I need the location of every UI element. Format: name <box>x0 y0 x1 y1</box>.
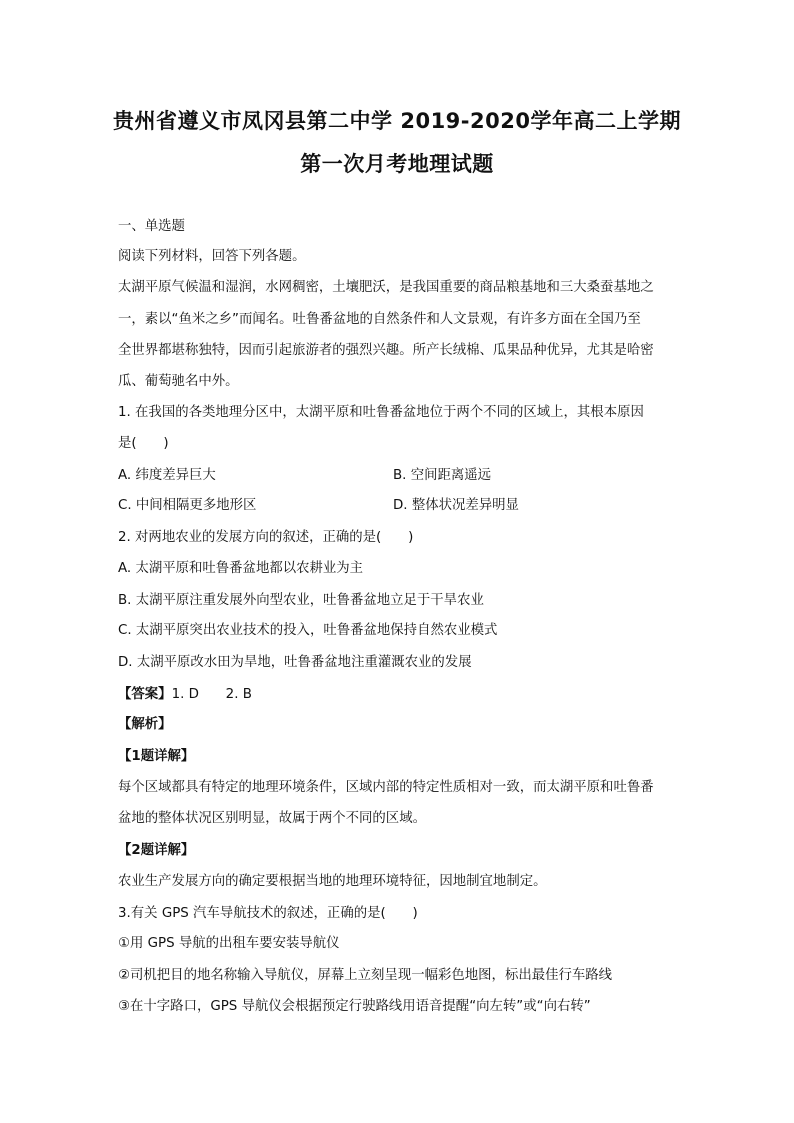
question-1-stem-cont: 是( ) <box>118 436 169 451</box>
question-3-stem: 3.有关 GPS 汽车导航技术的叙述，正确的是( ) <box>118 906 418 921</box>
question-2-stem: 2. 对两地农业的发展方向的叙述，正确的是( ) <box>118 530 414 545</box>
question-3-item-3: ③在十字路口，GPS 导航仪会根据预定行驶路线用语音提醒“向左转”或“向右转” <box>118 999 591 1014</box>
answer-line <box>118 686 252 704</box>
question-1-option-d: D. 整体状况差异明显 <box>393 498 519 513</box>
detail-2-text: 农业生产发展方向的确定要根据当地的地理环境特征，因地制宜地制定。 <box>118 874 547 889</box>
answer-text: 1. D 2. B <box>171 687 252 702</box>
question-3-item-2: ②司机把目的地名称输入导航仪，屏幕上立刻呈现一幅彩色地图，标出最佳行车路线 <box>118 968 613 983</box>
question-1-option-a: A. 纬度差异巨大 <box>118 468 216 483</box>
detail-1-label: 【1题详解】 <box>118 749 195 764</box>
question-1-option-b: B. 空间距离遥远 <box>393 468 492 483</box>
answer-label: 【答案】 <box>118 687 172 702</box>
material-line: 太湖平原气候温和湿润，水网稠密，土壤肥沃，是我国重要的商品粮基地和三大桑蚕基地之 <box>118 280 654 295</box>
detail-1-text: 盆地的整体状况区别明显，故属于两个不同的区域。 <box>118 811 426 826</box>
detail-1-text: 每个区域都具有特定的地理环境条件，区域内部的特定性质相对一致，而太湖平原和吐鲁番 <box>118 780 654 795</box>
question-2-option-a: A. 太湖平原和吐鲁番盆地都以农耕业为主 <box>118 561 364 576</box>
question-1-stem: 1. 在我国的各类地理分区中，太湖平原和吐鲁番盆地位于两个不同的区域上，其根本原因 <box>118 405 644 420</box>
material-line: 全世界都堪称独特，因而引起旅游者的强烈兴趣。所产长绒棉、瓜果品种优异，尤其是哈密 <box>118 343 654 358</box>
document-title-line1: 贵州省遵义市凤冈县第二中学 2019-2020学年高二上学期 <box>113 109 681 133</box>
section-heading: 一、单选题 <box>118 219 185 234</box>
question-2-option-c: C. 太湖平原突出农业技术的投入，吐鲁番盆地保持自然农业模式 <box>118 623 498 638</box>
question-2-option-d: D. 太湖平原改水田为旱地，吐鲁番盆地注重灌溉农业的发展 <box>118 655 472 670</box>
detail-2-label: 【2题详解】 <box>118 843 195 858</box>
analysis-label: 【解析】 <box>118 717 172 732</box>
question-3-item-1: ①用 GPS 导航的出租车要安装导航仪 <box>118 936 340 951</box>
question-2-option-b: B. 太湖平原注重发展外向型农业，吐鲁番盆地立足于干旱农业 <box>118 593 484 608</box>
question-1-option-c: C. 中间相隔更多地形区 <box>118 498 257 513</box>
document-title-line2: 第一次月考地理试题 <box>300 152 494 176</box>
material-line: 瓜、葡萄驰名中外。 <box>118 374 239 389</box>
reading-instruction: 阅读下列材料，回答下列各题。 <box>118 249 306 264</box>
material-line: 一，素以“鱼米之乡”而闻名。吐鲁番盆地的自然条件和人文景观，有许多方面在全国乃至 <box>118 312 641 327</box>
